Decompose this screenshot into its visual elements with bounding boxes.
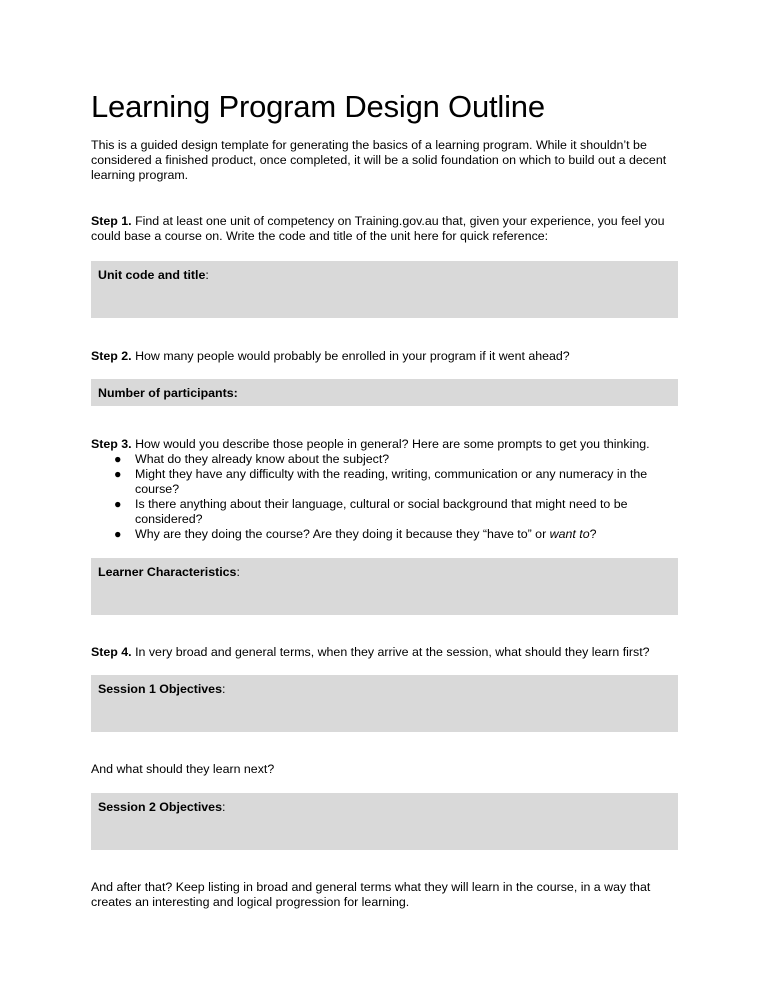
step-4-instruction bbox=[91, 645, 679, 660]
step-1-instruction bbox=[91, 214, 679, 244]
intro-paragraph: This is a guided design template for generating the basics of a learning program. While it shouldn’t be considered a finished product, once completed, it will be a solid foundation on which to build out a decent learning program. bbox=[91, 138, 667, 182]
document-content bbox=[91, 89, 679, 910]
step-1-text: Find at least one unit of competency on Training.gov.au that, given your experience, you feel you could base a course on. Write the code and title of the unit here for quick reference: bbox=[91, 214, 665, 243]
step-3-label: Step 3. bbox=[91, 437, 132, 451]
participants-label: Number of participants: bbox=[98, 386, 238, 400]
session-1-objectives-field[interactable]: Session 1 Objectives: bbox=[91, 675, 678, 732]
step-3-prompt-list bbox=[91, 452, 679, 542]
unit-code-title-field[interactable]: Unit code and title: bbox=[91, 261, 678, 318]
session-2-objectives-field[interactable]: Session 2 Objectives: bbox=[91, 793, 678, 850]
list-item: ● Is there anything about their language, cultural or social background that might need to be considered? bbox=[114, 497, 628, 526]
step-1-label: Step 1. bbox=[91, 214, 132, 228]
step-3-instruction bbox=[91, 437, 679, 452]
list-item: ● What do they already know about the subject? bbox=[114, 452, 390, 466]
step-2-instruction bbox=[91, 349, 679, 364]
unit-code-title-label: Unit code and title bbox=[98, 268, 206, 282]
document-title: Learning Program Design Outline bbox=[91, 89, 545, 124]
session-1-objectives-label: Session 1 Objectives bbox=[98, 682, 222, 696]
after-that-paragraph: And after that? Keep listing in broad and general terms what they will learn in the course, in a way that creates an interesting and logical progression for learning. bbox=[91, 880, 651, 909]
step-4-label: Step 4. bbox=[91, 645, 132, 659]
list-item: ● Might they have any difficulty with the reading, writing, communication or any numeracy in the course? bbox=[114, 467, 648, 496]
step-3-text: How would you describe those people in general? Here are some prompts to get you thinking. bbox=[131, 437, 650, 451]
session-2-objectives-label: Session 2 Objectives bbox=[98, 800, 222, 814]
participants-field[interactable] bbox=[91, 379, 678, 406]
step-4-text: In very broad and general terms, when they arrive at the session, what should they learn first? bbox=[131, 645, 650, 659]
step-2-text: How many people would probably be enrolled in your program if it went ahead? bbox=[131, 349, 570, 363]
next-learning-prompt: And what should they learn next? bbox=[91, 762, 275, 776]
step-2-label: Step 2. bbox=[91, 349, 132, 363]
learner-characteristics-label: Learner Characteristics bbox=[98, 565, 237, 579]
learner-characteristics-field[interactable]: Learner Characteristics: bbox=[91, 558, 678, 615]
list-item: ● Why are they doing the course? Are they doing it because they “have to” or want to? bbox=[114, 527, 597, 541]
